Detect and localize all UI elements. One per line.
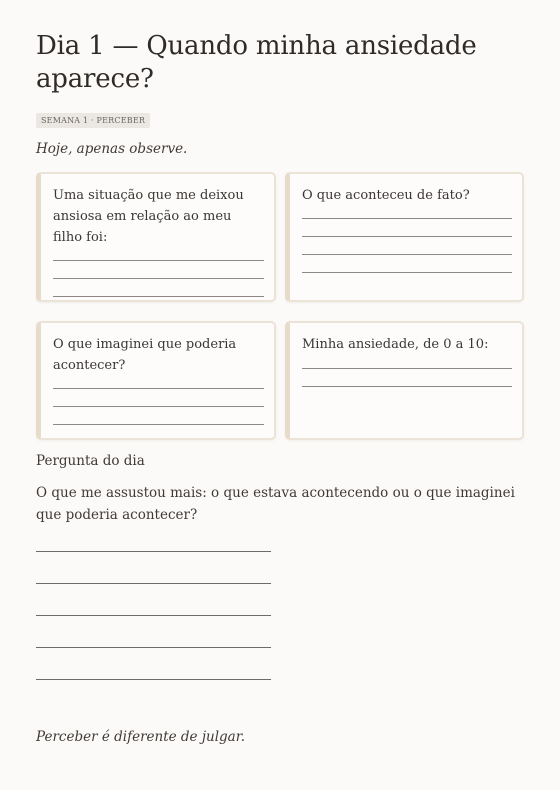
writing-line[interactable] — [302, 272, 512, 273]
writing-line[interactable] — [53, 260, 264, 261]
question-section-label: Pergunta do dia — [36, 453, 145, 469]
writing-line[interactable] — [302, 254, 512, 255]
writing-line[interactable] — [302, 218, 512, 219]
answer-line[interactable] — [36, 647, 271, 648]
card-label: O que aconteceu de fato? — [302, 188, 470, 203]
subtitle: Hoje, apenas observe. — [36, 141, 188, 157]
writing-line[interactable] — [302, 368, 512, 369]
writing-line[interactable] — [302, 236, 512, 237]
writing-line[interactable] — [302, 386, 512, 387]
card-label: Minha ansiedade, de 0 a 10: — [302, 337, 489, 352]
card-situation — [36, 172, 276, 302]
card-imagined — [36, 321, 276, 440]
answer-line[interactable] — [36, 583, 271, 584]
card-anxiety-level — [285, 321, 524, 440]
answer-line[interactable] — [36, 551, 271, 552]
writing-line[interactable] — [53, 406, 264, 407]
page-title: Dia 1 — Quando minha ansiedade aparece? — [36, 31, 477, 94]
answer-line[interactable] — [36, 615, 271, 616]
card-label: O que imaginei que poderia acontecer? — [53, 337, 237, 373]
card-what-happened — [285, 172, 524, 302]
answer-line[interactable] — [36, 679, 271, 680]
writing-line[interactable] — [53, 388, 264, 389]
question-of-the-day: O que me assustou mais: o que estava acontecendo ou o que imaginei que poderia acontecer? — [36, 485, 515, 523]
footer-quote: Perceber é diferente de julgar. — [36, 729, 245, 745]
writing-line[interactable] — [53, 278, 264, 279]
writing-line[interactable] — [53, 296, 264, 297]
writing-line[interactable] — [53, 424, 264, 425]
week-badge: SEMANA 1 · PERCEBER — [36, 113, 150, 128]
card-label: Uma situação que me deixou ansiosa em relação ao meu filho foi: — [53, 188, 244, 245]
